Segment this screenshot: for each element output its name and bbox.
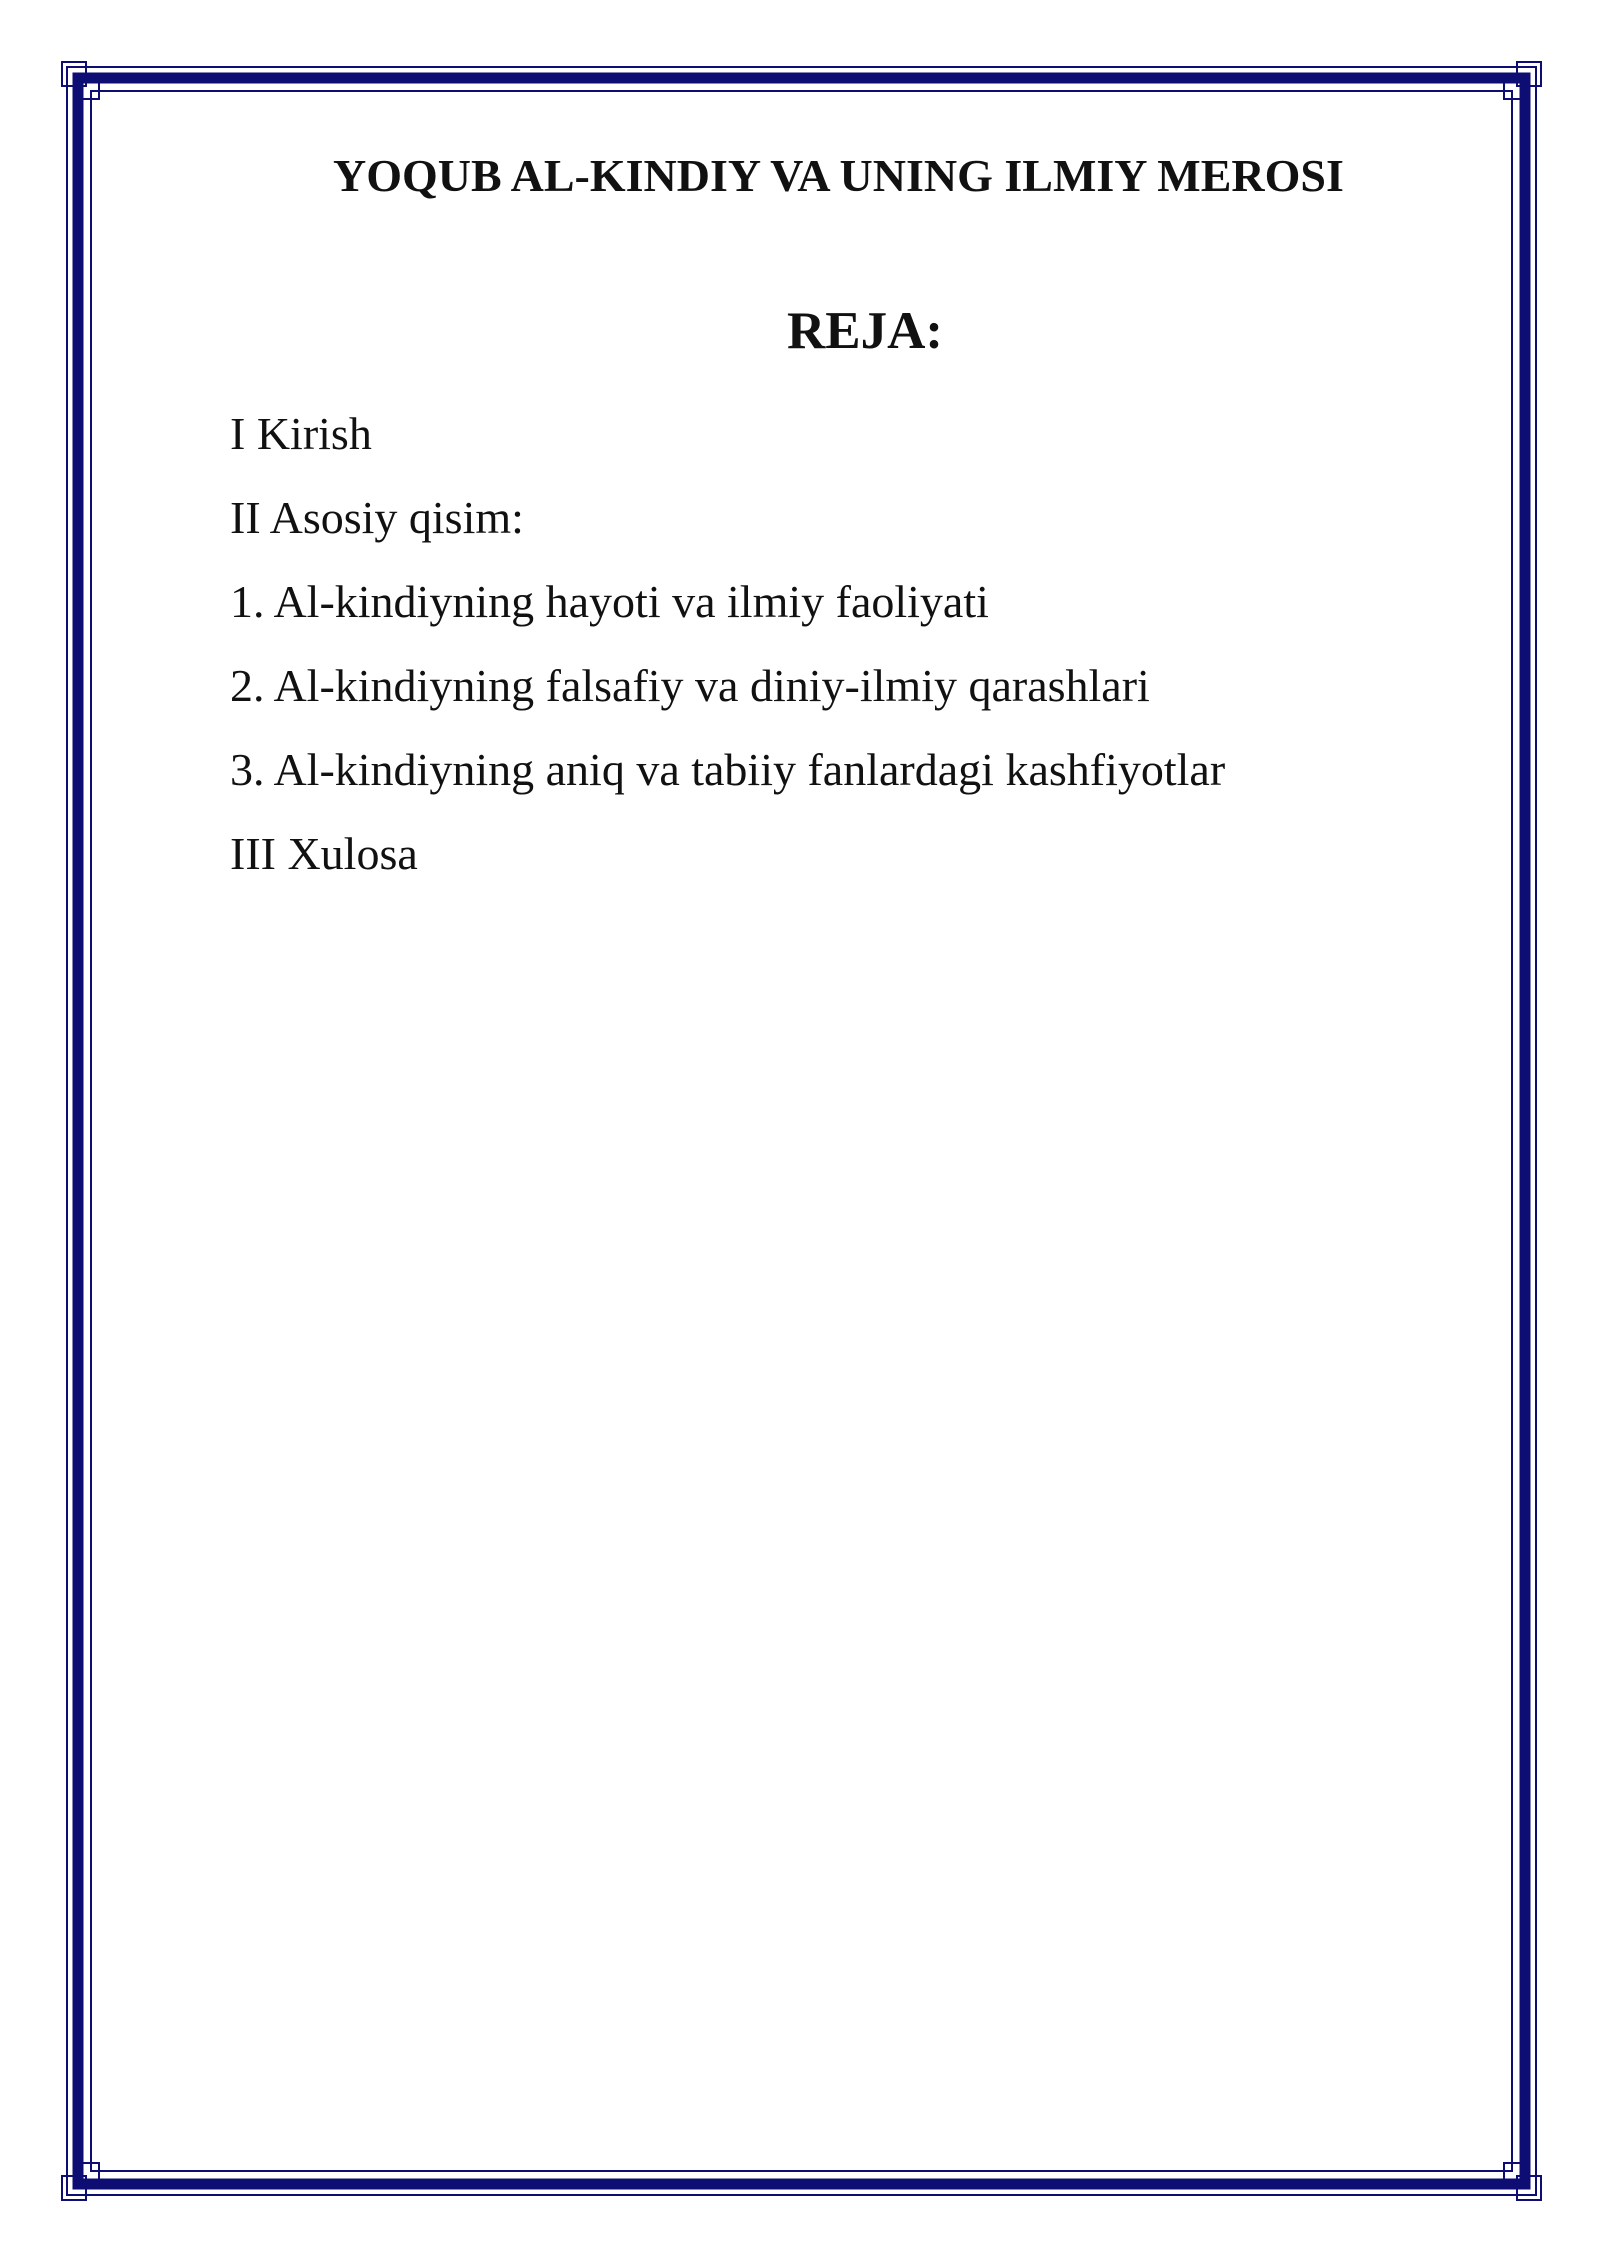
plan-list: [230, 392, 1225, 896]
outer-frame: [67, 67, 1536, 2195]
plan-item-philosophical-views: 2. Al-kindiyning falsafiy va diniy-ilmiy qarashlari: [230, 660, 1150, 711]
plan-heading: REJA:: [786, 302, 944, 360]
plan-item-conclusion: III Xulosa: [230, 828, 418, 879]
document-title: YOQUB AL-KINDIY VA UNING ILMIY MEROSI: [333, 150, 1344, 201]
plan-item-scientific-discoveries: 3. Al-kindiyning aniq va tabiiy fanlardagi kashfiyotlar: [230, 744, 1226, 795]
plan-item-main-part: II Asosiy qisim:: [230, 492, 524, 543]
plan-item-life-and-work: 1. Al-kindiyning hayoti va ilmiy faoliyati: [230, 576, 989, 627]
plan-item-introduction: I Kirish: [230, 408, 372, 459]
